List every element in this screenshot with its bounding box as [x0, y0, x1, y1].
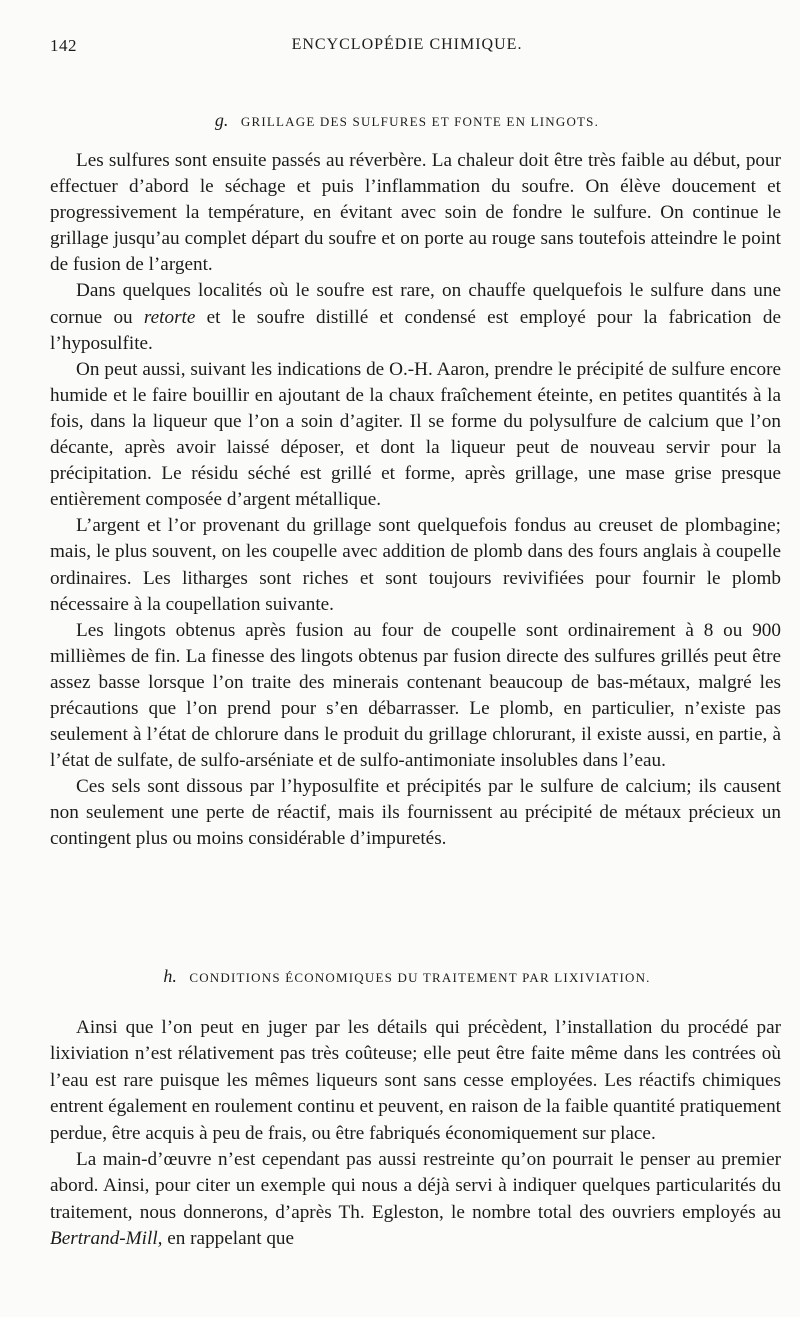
- paragraph: Les sulfures sont ensuite passés au réverbère. La chaleur doit être très faible au début, pour effectuer d’abord le séchage et puis l’inflammation du soufre. On élève doucement et progressivement la température, en évitant avec soin de fondre le sulfure. On continue le grillage jusqu’au complet départ du soufre et on porte au rouge sans toutefois atteindre le point de fusion de l’argent.: [50, 150, 781, 276]
- section-h-body: [50, 1015, 781, 1253]
- paragraph-text: en rappelant que: [162, 1228, 295, 1250]
- paragraph: Ainsi que l’on peut en juger par les détails qui précèdent, l’installation du procédé par lixiviation n’est rélativement pas très coûteuse; elle peut être faite même dans les contrées où l’eau est rare puisque les mêmes liqueurs sont sans cesse employées. Les réactifs chimiques entrent également en roulement continu et peuvent, en raison de la faible quantité pratiquement perdue, être acquis à peu de frais, ou être fabriqués économiquement sur place.: [50, 1017, 781, 1144]
- section-g-body: [50, 148, 781, 853]
- running-head: [50, 36, 764, 60]
- paragraph-text: et le soufre distillé et condensé est employé pour la fabrication de l’hyposulfite.: [50, 306, 781, 354]
- paragraph-text: Dans quelques localités où le soufre est rare, on chauffe quelquefois le sulfure dans une cornue ou: [50, 280, 781, 328]
- journal-title: ENCYCLOPÉDIE CHIMIQUE.: [291, 36, 523, 53]
- section-letter-h: h.: [163, 966, 177, 986]
- italic-term: retorte: [143, 306, 196, 328]
- italic-term: Bertrand-Mill,: [50, 1228, 163, 1250]
- paragraph: L’argent et l’or provenant du grillage sont quelquefois fondus au creuset de plombagine; mais, le plus souvent, on les coupelle avec addition de plomb dans des fours anglais à coupelle ordinaires. Les litharges sont riches et sont toujours revivifiées pour fournir le plomb nécessaire à la coupellation suivante.: [50, 515, 781, 615]
- paragraph: Ces sels sont dissous par l’hyposulfite et précipités par le sulfure de calcium; ils causent non seulement une perte de réactif, mais ils fournissent au précipité de métaux précieux un contingent plus ou moins considérable d’impuretés.: [50, 776, 781, 850]
- paragraph: [50, 1147, 781, 1253]
- paragraph: Les lingots obtenus après fusion au four de coupelle sont ordinairement à 8 ou 900 millièmes de fin. La finesse des lingots obtenus par fusion directe des sulfures grillés peut être assez basse lorsque l’on traite des minerais contenant beaucoup de bas-métaux, malgré les précautions que l’on prend pour s’en débarrasser. Le plomb, en particulier, n’existe pas seulement à l’état de chlorure dans le produit du grillage chlorurant, il existe aussi, en partie, à l’état de sulfate, de sulfo-arséniate et de sulfo-antimoniate insolubles dans l’eau.: [50, 619, 781, 772]
- section-title-g: GRILLAGE DES SULFURES ET FONTE EN LINGOTS.: [240, 114, 600, 129]
- section-heading-h: [50, 966, 764, 987]
- paragraph-text: La main-d’œuvre n’est cependant pas aussi restreinte qu’on pourrait le penser au premier abord. Ainsi, pour citer un exemple qui nous a déjà servi à indiquer quelques particularités du traitement, nous donnerons, d’après Th. Egleston, le nombre total des ouvriers employés au: [50, 1149, 781, 1223]
- section-title-h: CONDITIONS ÉCONOMIQUES DU TRAITEMENT PAR LIXIVIATION.: [189, 970, 651, 985]
- paragraph: On peut aussi, suivant les indications de O.-H. Aaron, prendre le précipité de sulfure encore humide et le faire bouillir en ajoutant de la chaux fraîchement éteinte, en petites quantités à la fois, dans la liqueur que l’on a soin d’agiter. Il se forme du polysulfure de calcium que l’on décante, après avoir laissé déposer, et dont la liqueur peut de nouveau servir pour la précipitation. Le résidu séché est grillé et forme, après grillage, une mase grise presque entièrement composée d’argent métallique.: [50, 358, 781, 511]
- section-letter-g: g.: [214, 110, 229, 130]
- page-number: 142: [50, 36, 77, 55]
- paragraph: [50, 278, 781, 356]
- section-heading-g: [50, 110, 764, 131]
